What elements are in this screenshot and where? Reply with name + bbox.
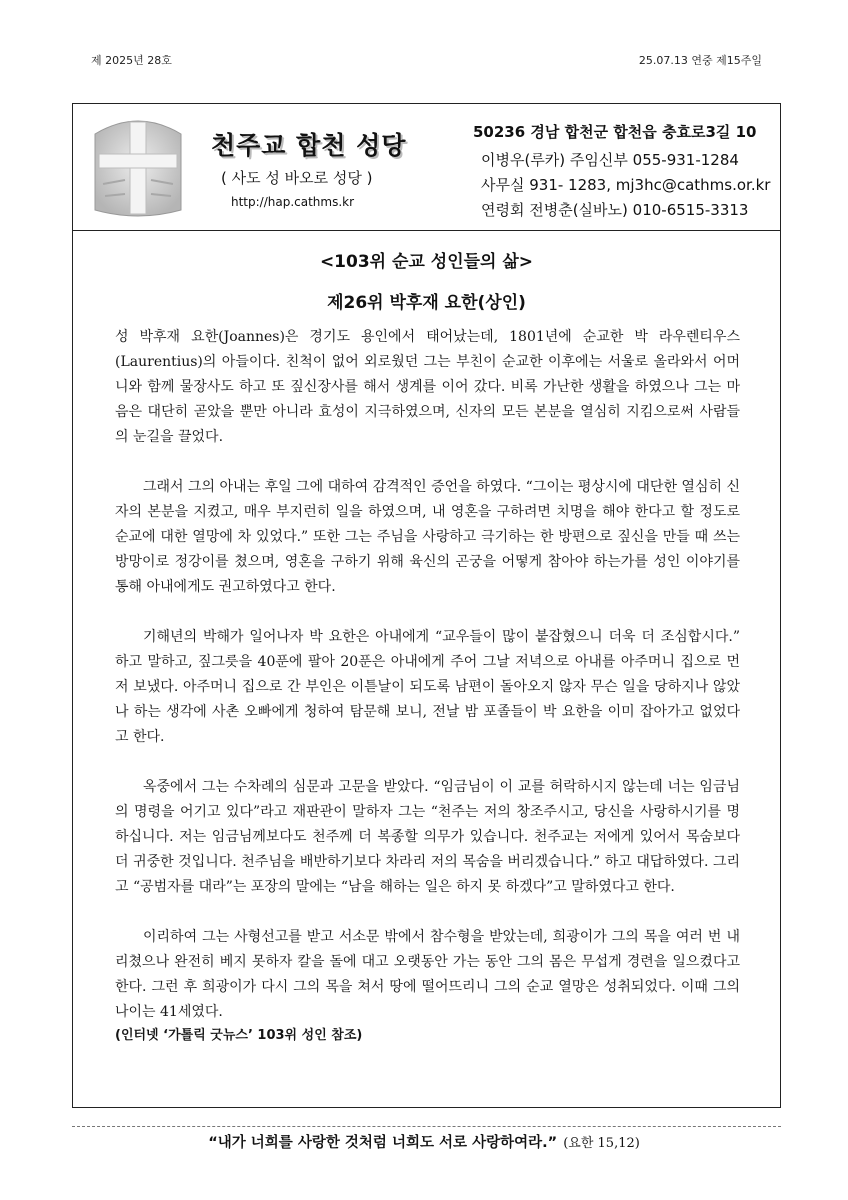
article-paragraph-3: 기해년의 박해가 일어나자 박 요한은 아내에게 “교우들이 많이 붙잡혔으니 더욱 더 조심합시다.” 하고 말하고, 짚그릇을 40푼에 팔아 20푼은 아내에게 주어 그날 저녁으로 아내를 아주머니 집으로 먼저 보냈다. 아주머니 집으로 간 부인은 이튿날이 되도록 남편이 돌아오지 않자 무슨 일을 당하지나 않았나 하는 생각에 사촌 오빠에게 청하여 탐문해 보니, 전날 밤 포졸들이 박 요한을 이미 잡아가고 없었다고 한다. [115, 629, 740, 745]
article-paragraph-4: 옥중에서 그는 수차례의 심문과 고문을 받았다. “임금님이 이 교를 허락하시지 않는데 너는 임금님의 명령을 어기고 있다”라고 재판관이 말하자 그는 “천주는 저의 창조주시고, 당신을 사랑하시기를 명하십니다. 저는 임금님께보다도 천주께 더 복종할 의무가 있습니다. 천주교는 저에게 있어서 목숨보다 더 귀중한 것입니다. 천주님을 배반하기보다 차라리 저의 목숨을 버리겠습니다.” 하고 대답하였다. 그리고 “공범자를 대라”는 포장의 말에는 “남을 해하는 일은 하지 못 하겠다”고 말하였다고 한다. [115, 779, 740, 895]
issue-number: 제 2025년 28호 [91, 54, 172, 67]
bulletin-header [73, 104, 780, 231]
office-contact: 사무실 931- 1283, mj3hc@cathms.or.kr [481, 176, 771, 194]
article-source: (인터넷 ‘가톨릭 굿뉴스’ 103위 성인 참조) [115, 1028, 363, 1043]
church-name: 천주교 합천 성당 [211, 131, 407, 160]
bulletin-frame [72, 103, 781, 1108]
article-title: <103위 순교 성인들의 삶> [319, 252, 534, 272]
church-patron: ( 사도 성 바오로 성당 ) [221, 169, 373, 187]
church-url[interactable]: http://hap.cathms.kr [231, 195, 355, 209]
footer-divider [72, 1126, 781, 1127]
footer-quote [0, 1131, 848, 1152]
pastor-contact: 이병우(루카) 주임신부 055-931-1284 [481, 151, 739, 169]
church-logo-icon [85, 114, 191, 220]
article-body [115, 325, 740, 1047]
scripture-reference: (요한 15,12) [563, 1136, 640, 1151]
funeral-council-contact: 연령회 전병춘(실바노) 010-6515-3313 [481, 201, 749, 219]
church-address: 50236 경남 합천군 합천읍 충효로3길 10 [473, 123, 757, 141]
article-paragraph-5: 이리하여 그는 사형선고를 받고 서소문 밖에서 참수형을 받았는데, 희광이가 그의 목을 여러 번 내리쳤으나 완전히 베지 못하자 칼을 돌에 대고 오랫동안 가는 동안 그의 몸은 무섭게 경련을 일으켰다고 한다. 그런 후 희광이가 다시 그의 목을 쳐서 땅에 떨어뜨리니 그의 순교 열망은 성취되었다. 이때 그의 나이는 41세였다. [115, 929, 740, 1020]
article-subtitle: 제26위 박후재 요한(상인) [327, 293, 526, 313]
scripture-quote: “내가 너희를 사랑한 것처럼 너희도 서로 사랑하여라.” [208, 1135, 558, 1151]
article-paragraph-2: 그래서 그의 아내는 후일 그에 대하여 감격적인 증언을 하였다. “그이는 평상시에 대단한 열심히 신자의 본분을 지켰고, 매우 부지런히 일을 하였으며, 내 영혼을 구하려면 치명을 해야 한다고 할 정도로 순교에 대한 열망에 차 있었다.” 또한 그는 주님을 사랑하고 극기하는 한 방편으로 짚신을 만들 때 쓰는 방망이로 정강이를 쳤으며, 영혼을 구하기 위해 육신의 곤궁을 어떻게 참아야 하는가를 성인 이야기를 통해 아내에게도 권고하였다고 한다. [115, 479, 740, 595]
issue-date: 25.07.13 연중 제15주일 [638, 54, 762, 67]
article-paragraph-1: 성 박후재 요한(Joannes)은 경기도 용인에서 태어났는데, 1801년에 순교한 박 라우렌티우스(Laurentius)의 아들이다. 친척이 없어 외로웠던 그는 부친이 순교한 이후에는 서울로 올라와서 어머니와 함께 물장사도 하고 또 짚신장사를 해서 생계를 이어 갔다. 비록 가난한 생활을 하였으나 그는 마음은 대단히 곧았을 뿐만 아니라 효성이 지극하였으며, 신자의 모든 본분을 열심히 지킴으로써 사람들의 눈길을 끌었다. [115, 329, 740, 445]
